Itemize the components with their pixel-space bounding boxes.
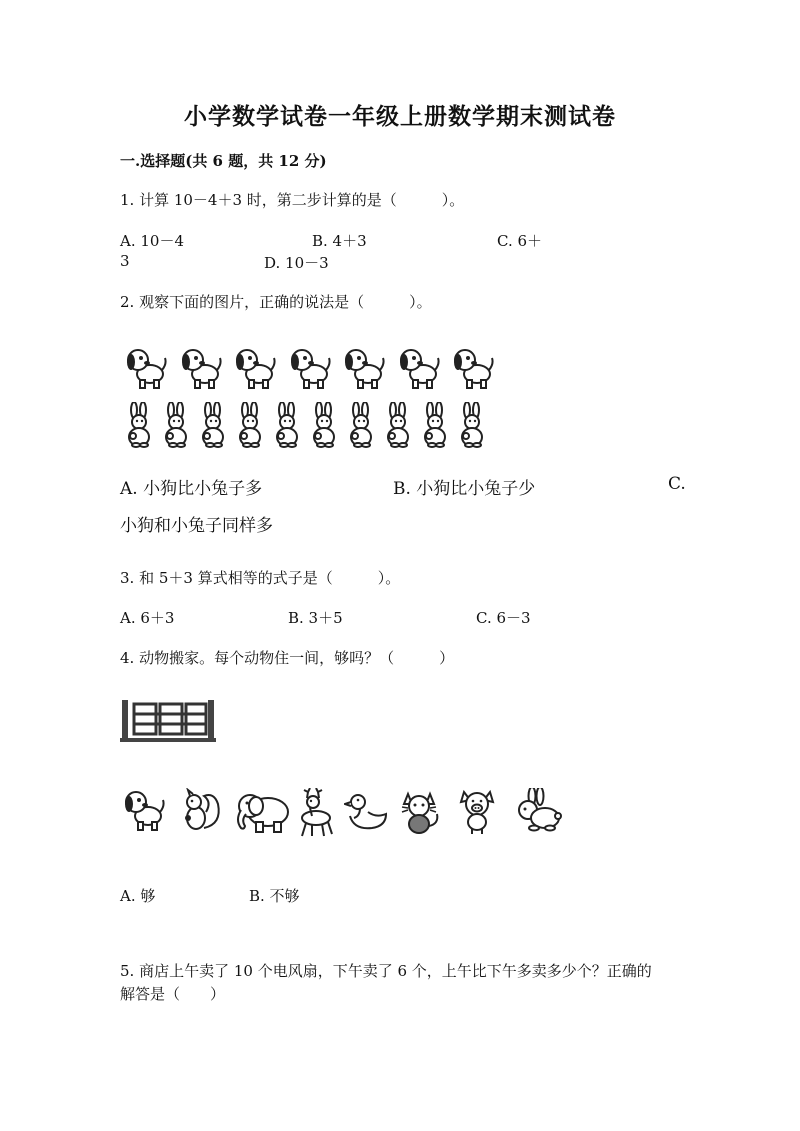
rabbit-row: [122, 402, 492, 448]
animal-row: [120, 788, 568, 838]
rabbit-icon: [159, 402, 196, 448]
rabbit-icon: [455, 402, 492, 448]
page-title: 小学数学试卷一年级上册数学期末测试卷: [184, 103, 616, 130]
dog-icon: [231, 346, 286, 390]
rabbit-icon: [270, 402, 307, 448]
rabbit-icon: [122, 402, 159, 448]
question-1-stem: 1. 计算 10－4＋3 时，第二步计算的是（ ）。: [120, 191, 465, 209]
q3-option-c: C. 6－3: [476, 609, 531, 627]
dog-icon: [122, 346, 177, 390]
section-heading: 一.选择题(共 6 题，共 12 分): [120, 152, 327, 170]
q4-option-b: B. 不够: [249, 887, 300, 905]
dog-icon: [449, 346, 504, 390]
pig-icon: [456, 788, 512, 838]
rabbit-icon: [196, 402, 233, 448]
squirrel-icon: [176, 788, 232, 838]
deer-icon: [288, 788, 344, 838]
elephant-icon: [232, 788, 288, 838]
question-3-stem: 3. 和 5＋3 算式相等的式子是（ ）。: [120, 569, 401, 587]
q1-option-b: B. 4＋3: [312, 232, 367, 250]
q1-option-c-continued: 3: [120, 252, 130, 270]
dog-icon: [340, 346, 395, 390]
dog-icon: [177, 346, 232, 390]
cat-icon: [400, 788, 456, 838]
rabbit-icon: [418, 402, 455, 448]
rabbit-icon: [381, 402, 418, 448]
building-icon: [120, 698, 216, 744]
dog-icon: [286, 346, 341, 390]
rabbit-icon: [512, 788, 568, 838]
rabbit-icon: [233, 402, 270, 448]
q2-option-a: A. 小狗比小兔子多: [120, 479, 263, 499]
q1-option-c: C. 6＋: [497, 232, 543, 250]
q2-option-c-continued: 小狗和小兔子同样多: [120, 516, 273, 536]
question-2-stem: 2. 观察下面的图片，正确的说法是（ ）。: [120, 293, 432, 311]
q2-option-b: B. 小狗比小兔子少: [393, 479, 536, 499]
rabbit-icon: [307, 402, 344, 448]
dog-icon: [120, 788, 176, 838]
question-5-stem-continued: 解答是（ ）: [120, 985, 226, 1003]
dog-icon: [395, 346, 450, 390]
q3-option-b: B. 3＋5: [288, 609, 343, 627]
q3-option-a: A. 6＋3: [120, 609, 175, 627]
q4-option-a: A. 够: [120, 887, 156, 905]
rabbit-icon: [344, 402, 381, 448]
q2-option-c: C.: [668, 474, 686, 494]
q1-option-d: D. 10－3: [264, 254, 329, 272]
duck-icon: [344, 788, 400, 838]
dog-row: [122, 346, 504, 390]
question-4-stem: 4. 动物搬家。每个动物住一间，够吗？（ ）: [120, 649, 455, 667]
q1-option-a: A. 10－4: [120, 232, 184, 250]
question-5-stem: 5. 商店上午卖了 10 个电风扇，下午卖了 6 个，上午比下午多卖多少个？正确的: [120, 962, 652, 980]
